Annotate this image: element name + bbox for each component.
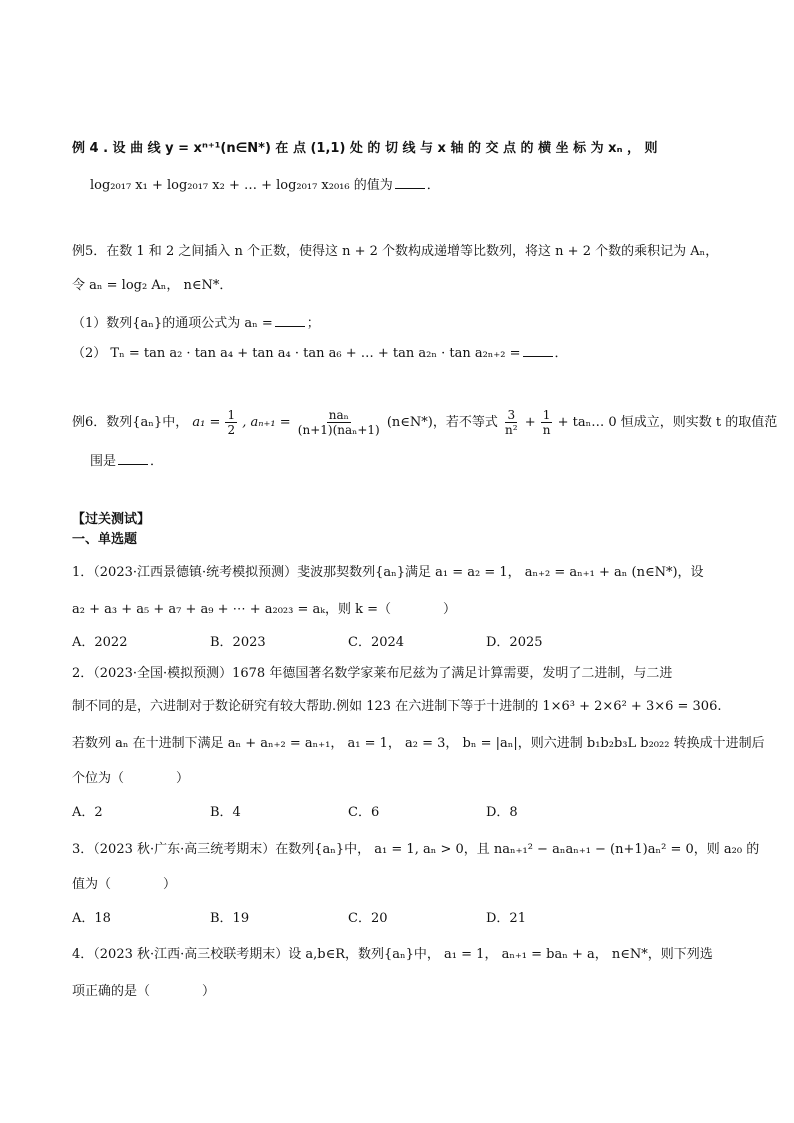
question-4-line-2: 项正确的是（ ）	[72, 984, 216, 999]
option-c[interactable]: C．20	[348, 911, 388, 926]
section-heading-test: 【过关测试】	[72, 512, 151, 527]
answer-blank	[275, 314, 305, 327]
fraction-one-over-n: $\frac{1}{n}$	[542, 408, 551, 437]
question-1-options	[72, 633, 624, 653]
option-a[interactable]: A．2	[72, 805, 103, 820]
option-d[interactable]: D．21	[486, 911, 526, 926]
option-c[interactable]: C．6	[348, 805, 380, 820]
option-b[interactable]: B．2023	[210, 635, 266, 650]
answer-blank	[118, 452, 148, 465]
fraction-half: $\frac{1}{2}$	[227, 408, 236, 437]
option-a[interactable]: A．2022	[72, 635, 128, 650]
question-4-line-1: 4．（2023 秋·江西·高三校联考期末）设 a,b∈R，数列{aₙ}中， a₁ = 1， aₙ₊₁ = baₙ + a， n∈N*，则下列选	[72, 947, 713, 962]
question-3-line-2: 值为（ ）	[72, 877, 177, 892]
section-heading-single-choice: 一、单选题	[72, 532, 138, 547]
question-3-options	[72, 909, 624, 929]
fraction-recurrence: $\frac{\text{naₙ}}{\text{(n+1)(naₙ+1)}}$	[297, 408, 380, 437]
option-c[interactable]: C．2024	[348, 635, 405, 650]
option-b[interactable]: B．4	[210, 805, 241, 820]
example-6-line-1: 例6．数列{aₙ}中， a₁ = $\frac{1}{2}$ , aₙ₊₁ = $\frac{\text{naₙ}}{\text{(n+1)(naₙ+1)}}$ (n∈N*)，若不等式 $\frac{3}{\text{n²}}$ + $\frac{1}{n}$ + taₙ… 0 恒成立，则实数 t 的取值范	[72, 408, 778, 437]
fraction-three-over-n-squared: $\frac{3}{\text{n²}}$	[505, 408, 518, 437]
answer-blank	[395, 176, 425, 189]
question-2-line-3: 若数列 aₙ 在十进制下满足 aₙ + aₙ₊₂ = aₙ₊₁， a₁ = 1， a₂ = 3， bₙ = |aₙ|，则六进制 b₁b₂b₃L b₂₀₂₂ 转换成十进制后	[72, 736, 765, 751]
example-5-question-1: （1）数列{aₙ}的通项公式为 aₙ = ；	[72, 316, 320, 331]
option-d[interactable]: D．2025	[486, 635, 543, 650]
example-5-line-2: 令 aₙ = log₂ Aₙ， n∈N*．	[72, 278, 233, 293]
option-d[interactable]: D．8	[486, 805, 518, 820]
question-1-line-1: 1．（2023·江西景德镇·统考模拟预测）斐波那契数列{aₙ}满足 a₁ = a₂ = 1， aₙ₊₂ = aₙ₊₁ + aₙ (n∈N*)，设	[72, 565, 704, 580]
question-2-options	[72, 803, 624, 823]
example-6-line-2: 围是 ．	[90, 454, 164, 469]
example-5-question-2: （2） Tₙ = tan a₂ · tan a₄ + tan a₄ · tan a₆ + … + tan a₂ₙ · tan a₂ₙ₊₂ = ．	[72, 346, 568, 361]
example-4-line-2: log₂₀₁₇ x₁ + log₂₀₁₇ x₂ + … + log₂₀₁₇ x₂₀₁₆ 的值为 ．	[90, 178, 440, 193]
example-5-line-1: 例5．在数 1 和 2 之间插入 n 个正数，使得这 n + 2 个数构成递增等比数列，将这 n + 2 个数的乘积记为 Aₙ，	[72, 244, 719, 259]
question-1-line-2: a₂ + a₃ + a₅ + a₇ + a₉ + ⋯ + a₂₀₂₃ = aₖ，则 k =（ ）	[72, 602, 457, 617]
question-2-line-1: 2．（2023·全国·模拟预测）1678 年德国著名数学家莱布尼兹为了满足计算需要，发明了二进制，与二进	[72, 666, 673, 681]
example-4-line-1: 例 4 . 设 曲 线 y = xⁿ⁺¹(n∈N*) 在 点 (1,1) 处 的 切 线 与 x 轴 的 交 点 的 横 坐 标 为 xₙ ， 则	[72, 141, 658, 156]
question-3-line-1: 3．（2023 秋·广东·高三统考期末）在数列{aₙ}中， a₁ = 1, aₙ > 0，且 naₙ₊₁² − aₙaₙ₊₁ − (n+1)aₙ² = 0，则 a₂₀ 的	[72, 842, 760, 857]
question-2-line-2: 制不同的是，六进制对于数论研究有较大帮助.例如 123 在六进制下等于十进制的 1×6³ + 2×6² + 3×6 = 306.	[72, 699, 722, 714]
question-2-line-4: 个位为（ ）	[72, 771, 190, 786]
option-a[interactable]: A．18	[72, 911, 111, 926]
answer-blank	[523, 344, 553, 357]
option-b[interactable]: B．19	[210, 911, 250, 926]
